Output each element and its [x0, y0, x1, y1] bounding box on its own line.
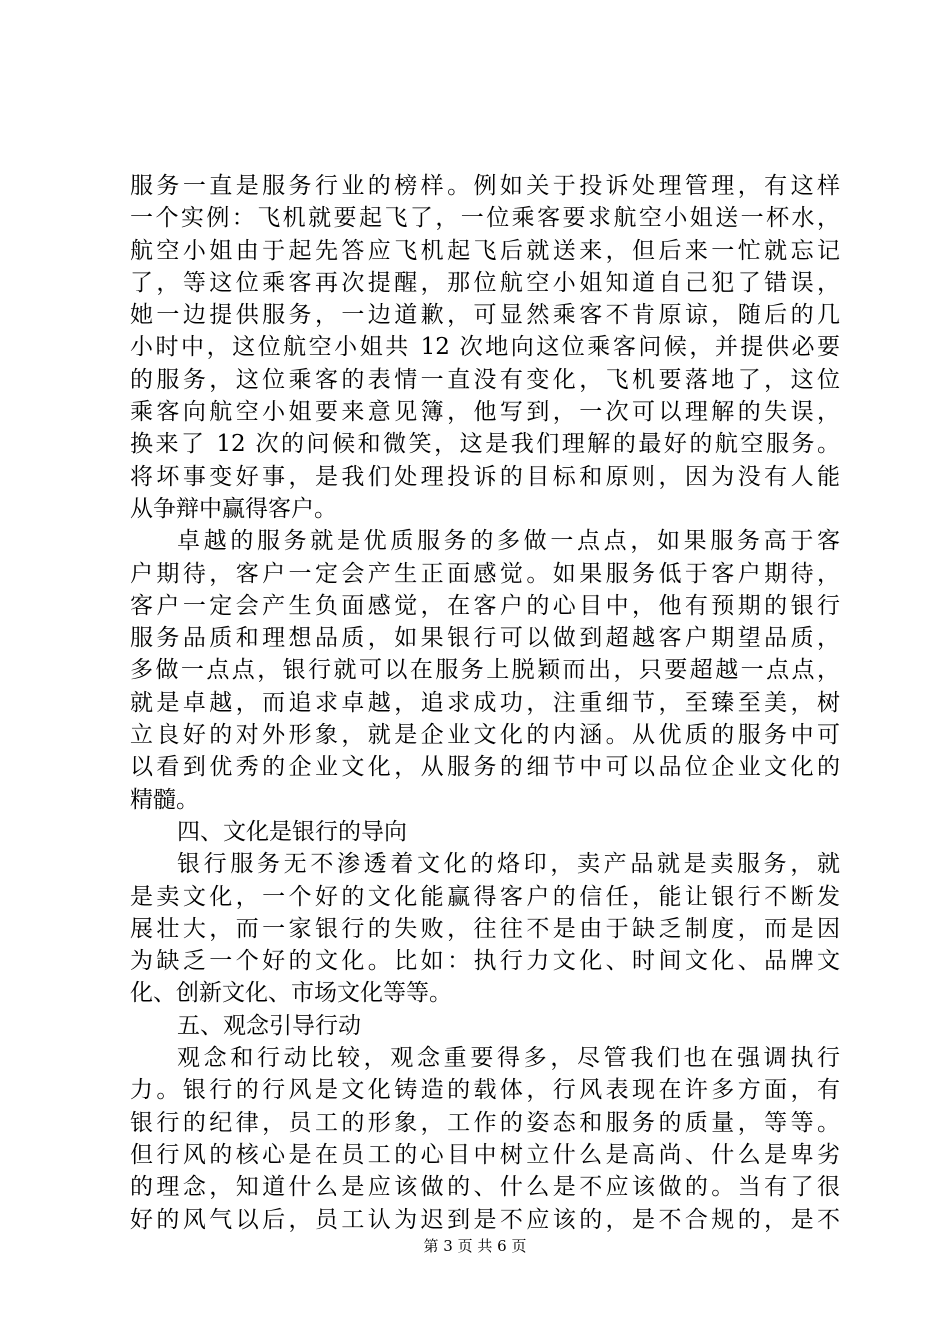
text-line: 将坏事变好事，是我们处理投诉的目标和原则，因为没有人能	[130, 463, 840, 490]
text-line: 服务一直是服务行业的榜样。例如关于投诉处理管理，有这样	[130, 173, 840, 199]
text-line: 多做一点点，银行就可以在服务上脱颖而出，只要超越一点点，	[130, 657, 840, 684]
text-line: 户期待，客户一定会产生正面感觉。如果服务低于客户期待，	[130, 560, 840, 587]
text-line: 精髓。	[130, 786, 199, 813]
text-line: 展壮大，而一家银行的失败，往往不是由于缺乏制度，而是因	[130, 915, 840, 942]
text-line: 银行的纪律，员工的形象，工作的姿态和服务的质量，等等。	[130, 1109, 840, 1136]
text-line: 乘客向航空小姐要来意见簿，他写到，一次可以理解的失误，	[130, 399, 840, 426]
document-body	[130, 170, 840, 1236]
text-line: 是卖文化，一个好的文化能赢得客户的信任，能让银行不断发	[130, 883, 840, 910]
text-line: 服务品质和理想品质，如果银行可以做到超越客户期望品质，	[130, 625, 840, 652]
text-line: 立良好的对外形象，就是企业文化的内涵。从优质的服务中可	[130, 722, 840, 749]
text-line: 航空小姐由于起先答应飞机起飞后就送来，但后来一忙就忘记	[130, 237, 840, 264]
text-line: 的服务，这位乘客的表情一直没有变化，飞机要落地了，这位	[130, 366, 840, 393]
text-line: 一个实例：飞机就要起飞了，一位乘客要求航空小姐送一杯水，	[130, 205, 840, 232]
text-line: 化、创新文化、市场文化等等。	[130, 980, 452, 1007]
text-line: 了，等这位乘客再次提醒，那位航空小姐知道自己犯了错误，	[130, 269, 840, 296]
text-line: 但行风的核心是在员工的心目中树立什么是高尚、什么是卑劣	[130, 1141, 840, 1168]
text-line: 就是卓越，而追求卓越，追求成功，注重细节，至臻至美，树	[130, 689, 840, 716]
text-line: 客户一定会产生负面感觉，在客户的心目中，他有预期的银行	[130, 592, 840, 619]
page-footer: 第 3 页 共 6 页	[423, 1237, 527, 1255]
text-line: 从争辩中赢得客户。	[130, 495, 337, 522]
section-heading: 四、文化是银行的导向	[177, 818, 407, 845]
text-line: 她一边提供服务，一边道歉，可显然乘客不肯原谅，随后的几	[130, 302, 840, 329]
text-line: 银行服务无不渗透着文化的烙印，卖产品就是卖服务，就	[177, 851, 840, 878]
text-line: 力。银行的行风是文化铸造的载体，行风表现在许多方面，有	[130, 1077, 840, 1104]
text-line: 观念和行动比较，观念重要得多，尽管我们也在强调执行	[177, 1045, 840, 1072]
text-line: 卓越的服务就是优质服务的多做一点点，如果服务高于客	[177, 528, 840, 555]
text-line: 的理念，知道什么是应该做的、什么是不应该做的。当有了很	[130, 1174, 840, 1201]
text-line: 为缺乏一个好的文化。比如：执行力文化、时间文化、品牌文	[130, 948, 840, 975]
text-line: 好的风气以后，员工认为迟到是不应该的，是不合规的，是不	[130, 1206, 840, 1233]
section-heading: 五、观念引导行动	[177, 1012, 361, 1039]
text-line: 小时中，这位航空小姐共 12 次地向这位乘客问候，并提供必要	[130, 334, 840, 361]
text-line: 以看到优秀的企业文化，从服务的细节中可以品位企业文化的	[130, 754, 840, 781]
text-line: 换来了 12 次的问候和微笑，这是我们理解的最好的航空服务。	[130, 431, 840, 458]
